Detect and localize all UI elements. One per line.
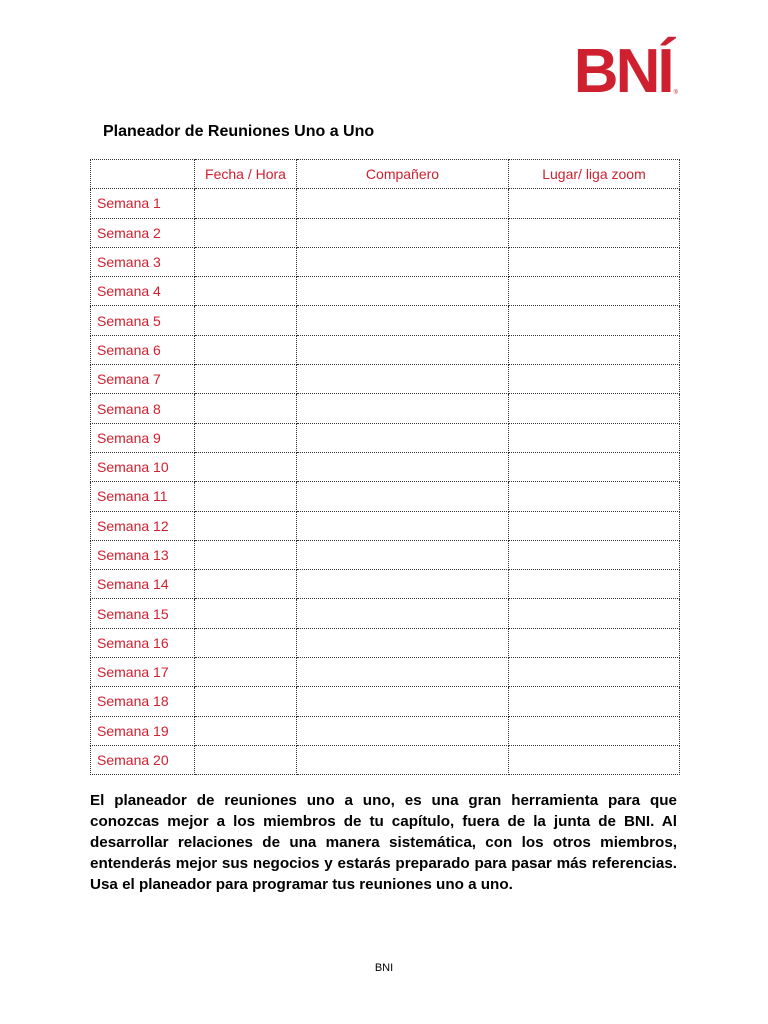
week-label: Semana 20 [91,745,195,774]
date-time-cell[interactable] [195,599,297,628]
week-label: Semana 14 [91,570,195,599]
table-row [91,511,680,540]
partner-cell[interactable] [297,218,509,247]
week-label: Semana 19 [91,716,195,745]
table-row [91,745,680,774]
date-time-cell[interactable] [195,540,297,569]
date-time-cell[interactable] [195,658,297,687]
partner-cell[interactable] [297,716,509,745]
partner-cell[interactable] [297,365,509,394]
partner-cell[interactable] [297,745,509,774]
header-week [91,160,195,189]
table-row [91,599,680,628]
partner-cell[interactable] [297,511,509,540]
partner-cell[interactable] [297,658,509,687]
place-cell[interactable] [509,218,680,247]
bni-logo [573,37,678,106]
partner-cell[interactable] [297,452,509,481]
date-time-cell[interactable] [195,482,297,511]
partner-cell[interactable] [297,628,509,657]
week-label: Semana 17 [91,658,195,687]
partner-cell[interactable] [297,482,509,511]
partner-cell[interactable] [297,335,509,364]
date-time-cell[interactable] [195,452,297,481]
table-row [91,394,680,423]
week-label: Semana 2 [91,218,195,247]
week-label: Semana 6 [91,335,195,364]
week-label: Semana 8 [91,394,195,423]
partner-cell[interactable] [297,277,509,306]
date-time-cell[interactable] [195,189,297,218]
meeting-planner-table [90,159,680,775]
date-time-cell[interactable] [195,335,297,364]
place-cell[interactable] [509,189,680,218]
date-time-cell[interactable] [195,306,297,335]
place-cell[interactable] [509,716,680,745]
place-cell[interactable] [509,658,680,687]
week-label: Semana 16 [91,628,195,657]
place-cell[interactable] [509,540,680,569]
place-cell[interactable] [509,365,680,394]
week-label: Semana 9 [91,423,195,452]
header-date-time: Fecha / Hora [195,160,297,189]
partner-cell[interactable] [297,599,509,628]
week-label: Semana 15 [91,599,195,628]
page-title: Planeador de Reuniones Uno a Uno [103,123,375,140]
partner-cell[interactable] [297,570,509,599]
table-row [91,716,680,745]
date-time-cell[interactable] [195,423,297,452]
week-label: Semana 18 [91,687,195,716]
partner-cell[interactable] [297,394,509,423]
partner-cell[interactable] [297,687,509,716]
place-cell[interactable] [509,452,680,481]
partner-cell[interactable] [297,247,509,276]
place-cell[interactable] [509,482,680,511]
date-time-cell[interactable] [195,365,297,394]
partner-cell[interactable] [297,189,509,218]
place-cell[interactable] [509,277,680,306]
table-row [91,687,680,716]
table-row [91,306,680,335]
place-cell[interactable] [509,423,680,452]
place-cell[interactable] [509,394,680,423]
week-label: Semana 5 [91,306,195,335]
date-time-cell[interactable] [195,716,297,745]
bni-logo-text: BNÍ [573,37,672,106]
page-footer: BNI [374,962,394,974]
partner-cell[interactable] [297,540,509,569]
date-time-cell[interactable] [195,628,297,657]
date-time-cell[interactable] [195,745,297,774]
table-row [91,218,680,247]
date-time-cell[interactable] [195,218,297,247]
week-label: Semana 3 [91,247,195,276]
week-label: Semana 11 [91,482,195,511]
week-label: Semana 4 [91,277,195,306]
place-cell[interactable] [509,628,680,657]
week-label: Semana 7 [91,365,195,394]
header-partner: Compañero [297,160,509,189]
table-row [91,247,680,276]
week-label: Semana 1 [91,189,195,218]
place-cell[interactable] [509,247,680,276]
date-time-cell[interactable] [195,511,297,540]
place-cell[interactable] [509,335,680,364]
place-cell[interactable] [509,599,680,628]
place-cell[interactable] [509,511,680,540]
date-time-cell[interactable] [195,277,297,306]
date-time-cell[interactable] [195,247,297,276]
table-row [91,628,680,657]
place-cell[interactable] [509,306,680,335]
week-label: Semana 12 [91,511,195,540]
table-row [91,277,680,306]
date-time-cell[interactable] [195,687,297,716]
table-body [91,189,680,775]
registered-mark: ® [673,90,678,96]
date-time-cell[interactable] [195,570,297,599]
table-row [91,423,680,452]
week-label: Semana 10 [91,452,195,481]
table-row [91,365,680,394]
table-row [91,189,680,218]
partner-cell[interactable] [297,306,509,335]
table-row [91,570,680,599]
place-cell[interactable] [509,570,680,599]
table-row [91,452,680,481]
partner-cell[interactable] [297,423,509,452]
description-paragraph: El planeador de reuniones uno a uno, es una gran herramienta para que conozcas mejor a los miembros de tu capítulo, fuera de la junta de BNI. Al desarrollar relaciones de una manera sistemática, con los otros miembros, entenderás mejor sus negocios y estarás preparado para pasar más referencias. Usa el planeador para programar tus reuniones uno a uno. [90,792,677,893]
header-place: Lugar/ liga zoom [509,160,680,189]
place-cell[interactable] [509,687,680,716]
week-label: Semana 13 [91,540,195,569]
table-header-row [91,160,680,189]
table-row [91,540,680,569]
place-cell[interactable] [509,745,680,774]
table-row [91,335,680,364]
table-row [91,658,680,687]
date-time-cell[interactable] [195,394,297,423]
table-row [91,482,680,511]
